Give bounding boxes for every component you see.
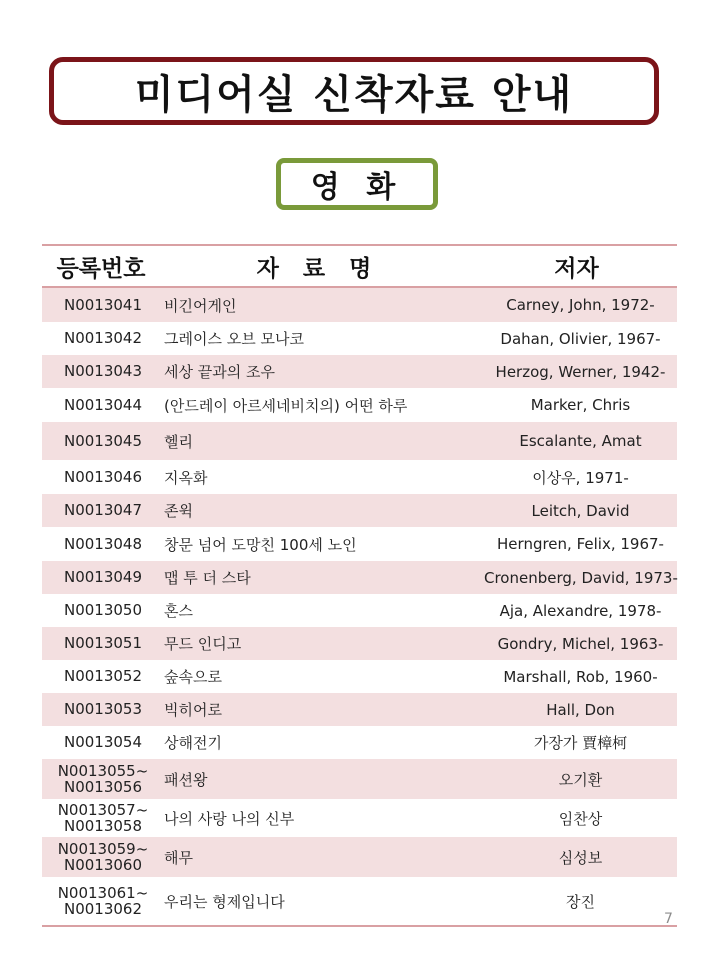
section-label-box bbox=[276, 158, 438, 210]
item-title: 지옥화 bbox=[164, 468, 208, 487]
table-row bbox=[42, 388, 677, 422]
table-row bbox=[42, 837, 677, 877]
item-author: 가장가 賈樟柯 bbox=[533, 734, 628, 752]
item-author: 임찬상 bbox=[558, 809, 603, 828]
item-title: 나의 사랑 나의 신부 bbox=[164, 809, 295, 828]
column-header-title: 자 료 명 bbox=[256, 255, 380, 282]
registration-number: N0013057~ N0013058 bbox=[57, 800, 149, 835]
item-title: 그레이스 오브 모나코 bbox=[164, 330, 304, 348]
table-row bbox=[42, 594, 677, 627]
table-row bbox=[42, 759, 677, 799]
registration-number: N0013041 bbox=[63, 295, 143, 314]
item-title: 해무 bbox=[164, 848, 193, 867]
item-title: (안드레이 아르세네비치의) 어떤 하루 bbox=[164, 396, 408, 415]
item-title: 혼스 bbox=[164, 602, 193, 620]
item-author: Herngren, Felix, 1967- bbox=[497, 535, 664, 553]
item-author: Herzog, Werner, 1942- bbox=[495, 362, 666, 381]
registration-number: N0013053 bbox=[63, 700, 143, 719]
new-arrivals-table bbox=[42, 244, 677, 927]
item-author: Marshall, Rob, 1960- bbox=[503, 667, 658, 686]
table-row bbox=[42, 355, 677, 388]
registration-number: N0013048 bbox=[63, 534, 143, 553]
column-header-id: 등록번호 bbox=[56, 255, 146, 282]
item-title: 빅히어로 bbox=[164, 701, 222, 719]
item-title: 패션왕 bbox=[164, 770, 208, 789]
registration-number: N0013044 bbox=[63, 395, 143, 414]
table-row bbox=[42, 322, 677, 355]
registration-number: N0013049 bbox=[63, 568, 143, 587]
table-row bbox=[42, 422, 677, 460]
item-author: Gondry, Michel, 1963- bbox=[497, 634, 664, 653]
table-row bbox=[42, 561, 677, 594]
item-author: Dahan, Olivier, 1967- bbox=[500, 329, 661, 348]
page-number: 7 bbox=[664, 911, 673, 927]
item-title: 상해전기 bbox=[164, 734, 222, 752]
registration-number: N0013061~ N0013062 bbox=[57, 883, 149, 918]
item-author: Marker, Chris bbox=[530, 396, 631, 414]
item-title: 우리는 형제입니다 bbox=[164, 892, 285, 911]
item-title: 존윅 bbox=[164, 502, 193, 520]
registration-number: N0013045 bbox=[63, 431, 143, 450]
section-label: 영 화 bbox=[310, 170, 404, 205]
item-title: 헬리 bbox=[164, 432, 193, 451]
registration-number: N0013054 bbox=[63, 733, 143, 752]
item-title: 맵 투 더 스타 bbox=[164, 569, 251, 587]
item-author: Carney, John, 1972- bbox=[506, 296, 655, 314]
registration-number: N0013059~ N0013060 bbox=[57, 839, 149, 874]
item-title: 세상 끝과의 조우 bbox=[164, 363, 275, 381]
registration-number: N0013047 bbox=[63, 501, 143, 520]
table-row bbox=[42, 660, 677, 693]
table-body bbox=[42, 288, 677, 927]
registration-number: N0013046 bbox=[63, 467, 143, 486]
registration-number: N0013051 bbox=[63, 634, 143, 653]
table-row bbox=[42, 494, 677, 527]
item-author: Aja, Alexandre, 1978- bbox=[499, 601, 662, 620]
table-row bbox=[42, 726, 677, 759]
registration-number: N0013055~ N0013056 bbox=[57, 761, 149, 796]
item-author: 이상우, 1971- bbox=[532, 468, 629, 487]
registration-number: N0013043 bbox=[63, 362, 143, 381]
registration-number: N0013050 bbox=[63, 601, 143, 620]
table-row bbox=[42, 799, 677, 837]
registration-number: N0013042 bbox=[63, 329, 143, 348]
item-author: 오기환 bbox=[558, 770, 603, 789]
item-author: Cronenberg, David, 1973- bbox=[484, 568, 678, 587]
item-title: 창문 넘어 도망친 100세 노인 bbox=[164, 535, 357, 554]
table-row bbox=[42, 460, 677, 494]
table-row bbox=[42, 527, 677, 561]
table-row bbox=[42, 627, 677, 660]
column-header-author: 저자 bbox=[554, 255, 599, 282]
table-row bbox=[42, 693, 677, 726]
item-author: Escalante, Amat bbox=[519, 432, 642, 450]
page-title-box bbox=[49, 57, 659, 125]
item-author: 장진 bbox=[566, 892, 595, 911]
table-row bbox=[42, 288, 677, 322]
item-author: Leitch, David bbox=[531, 501, 630, 520]
item-title: 무드 인디고 bbox=[164, 635, 242, 653]
item-title: 비긴어게인 bbox=[164, 296, 237, 315]
item-author: Hall, Don bbox=[546, 700, 615, 719]
item-author: 심성보 bbox=[558, 848, 603, 867]
item-title: 숲속으로 bbox=[164, 668, 222, 686]
registration-number: N0013052 bbox=[63, 667, 143, 686]
page-title: 미디어실 신착자료 안내 bbox=[134, 71, 574, 118]
table-header bbox=[42, 246, 677, 288]
table-row bbox=[42, 877, 677, 927]
